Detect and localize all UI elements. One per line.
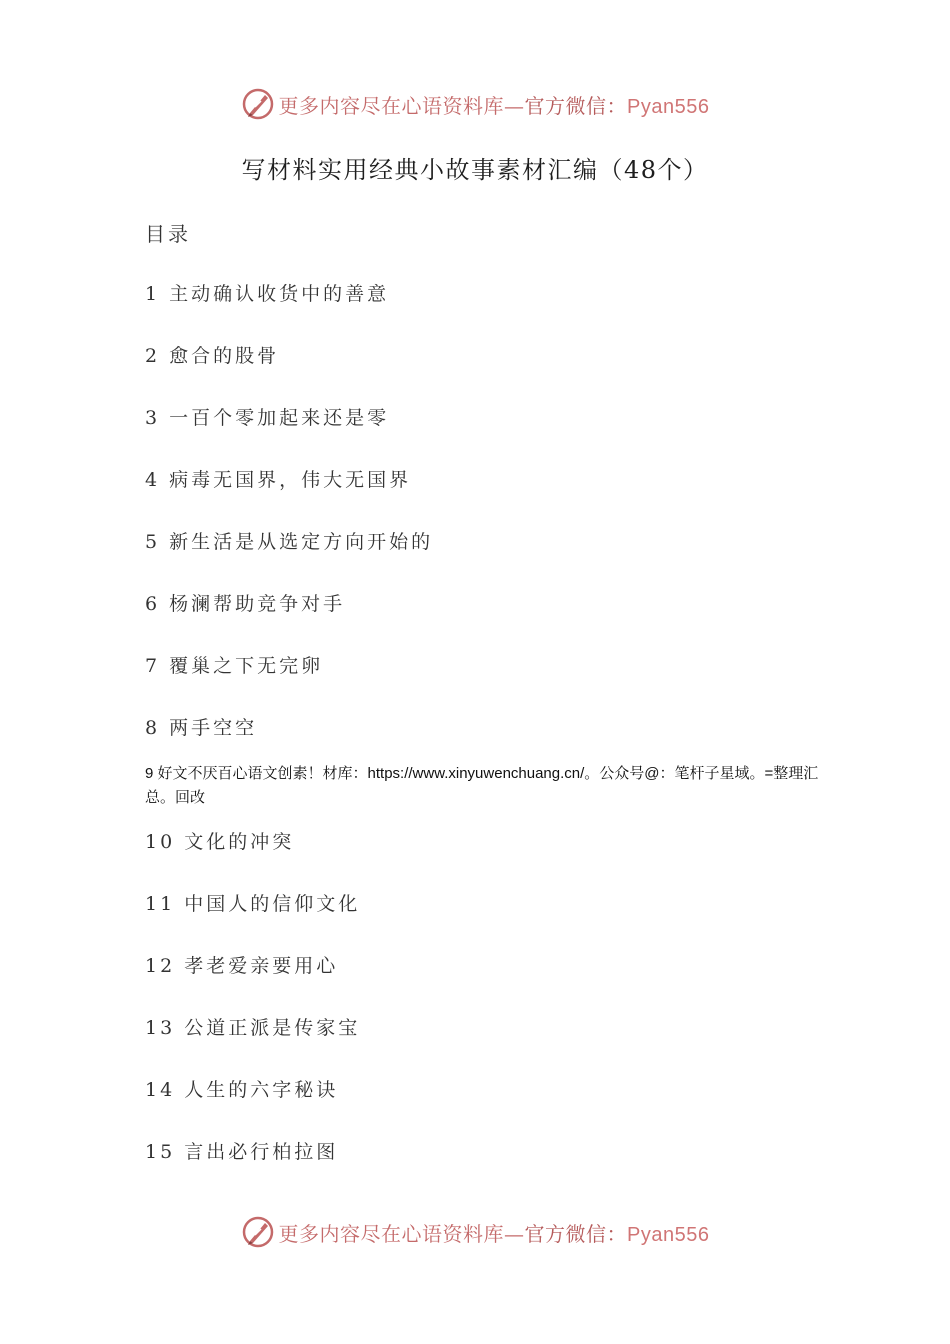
banner-text (279, 90, 710, 119)
toc-item[interactable]: 12 孝老爱亲要用心 (145, 955, 339, 977)
banner-separator: — (504, 93, 525, 118)
document-title: 写材料实用经典小故事素材汇编（48个） (241, 156, 709, 184)
toc-item[interactable]: 13 公道正派是传家宝 (145, 1017, 361, 1039)
table-of-contents (145, 280, 835, 1166)
banner-main-text: 更多内容尽在心语资料库 (278, 1221, 505, 1246)
footer-banner (0, 1212, 950, 1252)
banner-text (279, 1218, 710, 1247)
toc-item[interactable]: 6 杨澜帮助竞争对手 (145, 593, 346, 615)
banner-wechat-id: Pyan556 (627, 1223, 710, 1246)
toc-item[interactable]: 11 中国人的信仰文化 (145, 893, 361, 915)
toc-item-notice[interactable]: 9 好文不厌百心语文创素！材库：https://www.xinyuwenchuang.cn/。公众号@：笔杆子星域。=整理汇总。回改 (145, 765, 819, 806)
toc-item[interactable]: 8 两手空空 (145, 717, 258, 739)
toc-item[interactable]: 3 一百个零加起来还是零 (145, 407, 390, 429)
banner-wechat-label: 官方微信： (524, 93, 628, 118)
banner-separator: — (504, 1221, 525, 1246)
toc-item[interactable]: 14 人生的六字秘诀 (145, 1079, 339, 1101)
toc-item[interactable]: 4 病毒无国界，伟大无国界 (145, 469, 412, 491)
toc-item[interactable]: 7 覆巢之下无完卵 (145, 655, 324, 677)
toc-heading: 目录 (145, 222, 191, 246)
toc-item[interactable]: 10 文化的冲突 (145, 831, 295, 853)
header-banner (0, 84, 950, 124)
toc-item[interactable]: 15 言出必行柏拉图 (145, 1141, 339, 1163)
banner-wechat-id: Pyan556 (627, 95, 710, 118)
quill-logo-icon (241, 87, 275, 121)
quill-logo-icon (241, 1215, 275, 1249)
banner-wechat-label: 官方微信： (524, 1221, 628, 1246)
toc-item[interactable]: 1 主动确认收货中的善意 (145, 283, 390, 305)
toc-item[interactable]: 2 愈合的股骨 (145, 345, 280, 367)
banner-main-text: 更多内容尽在心语资料库 (278, 93, 505, 118)
toc-item[interactable]: 5 新生活是从选定方向开始的 (145, 531, 434, 553)
